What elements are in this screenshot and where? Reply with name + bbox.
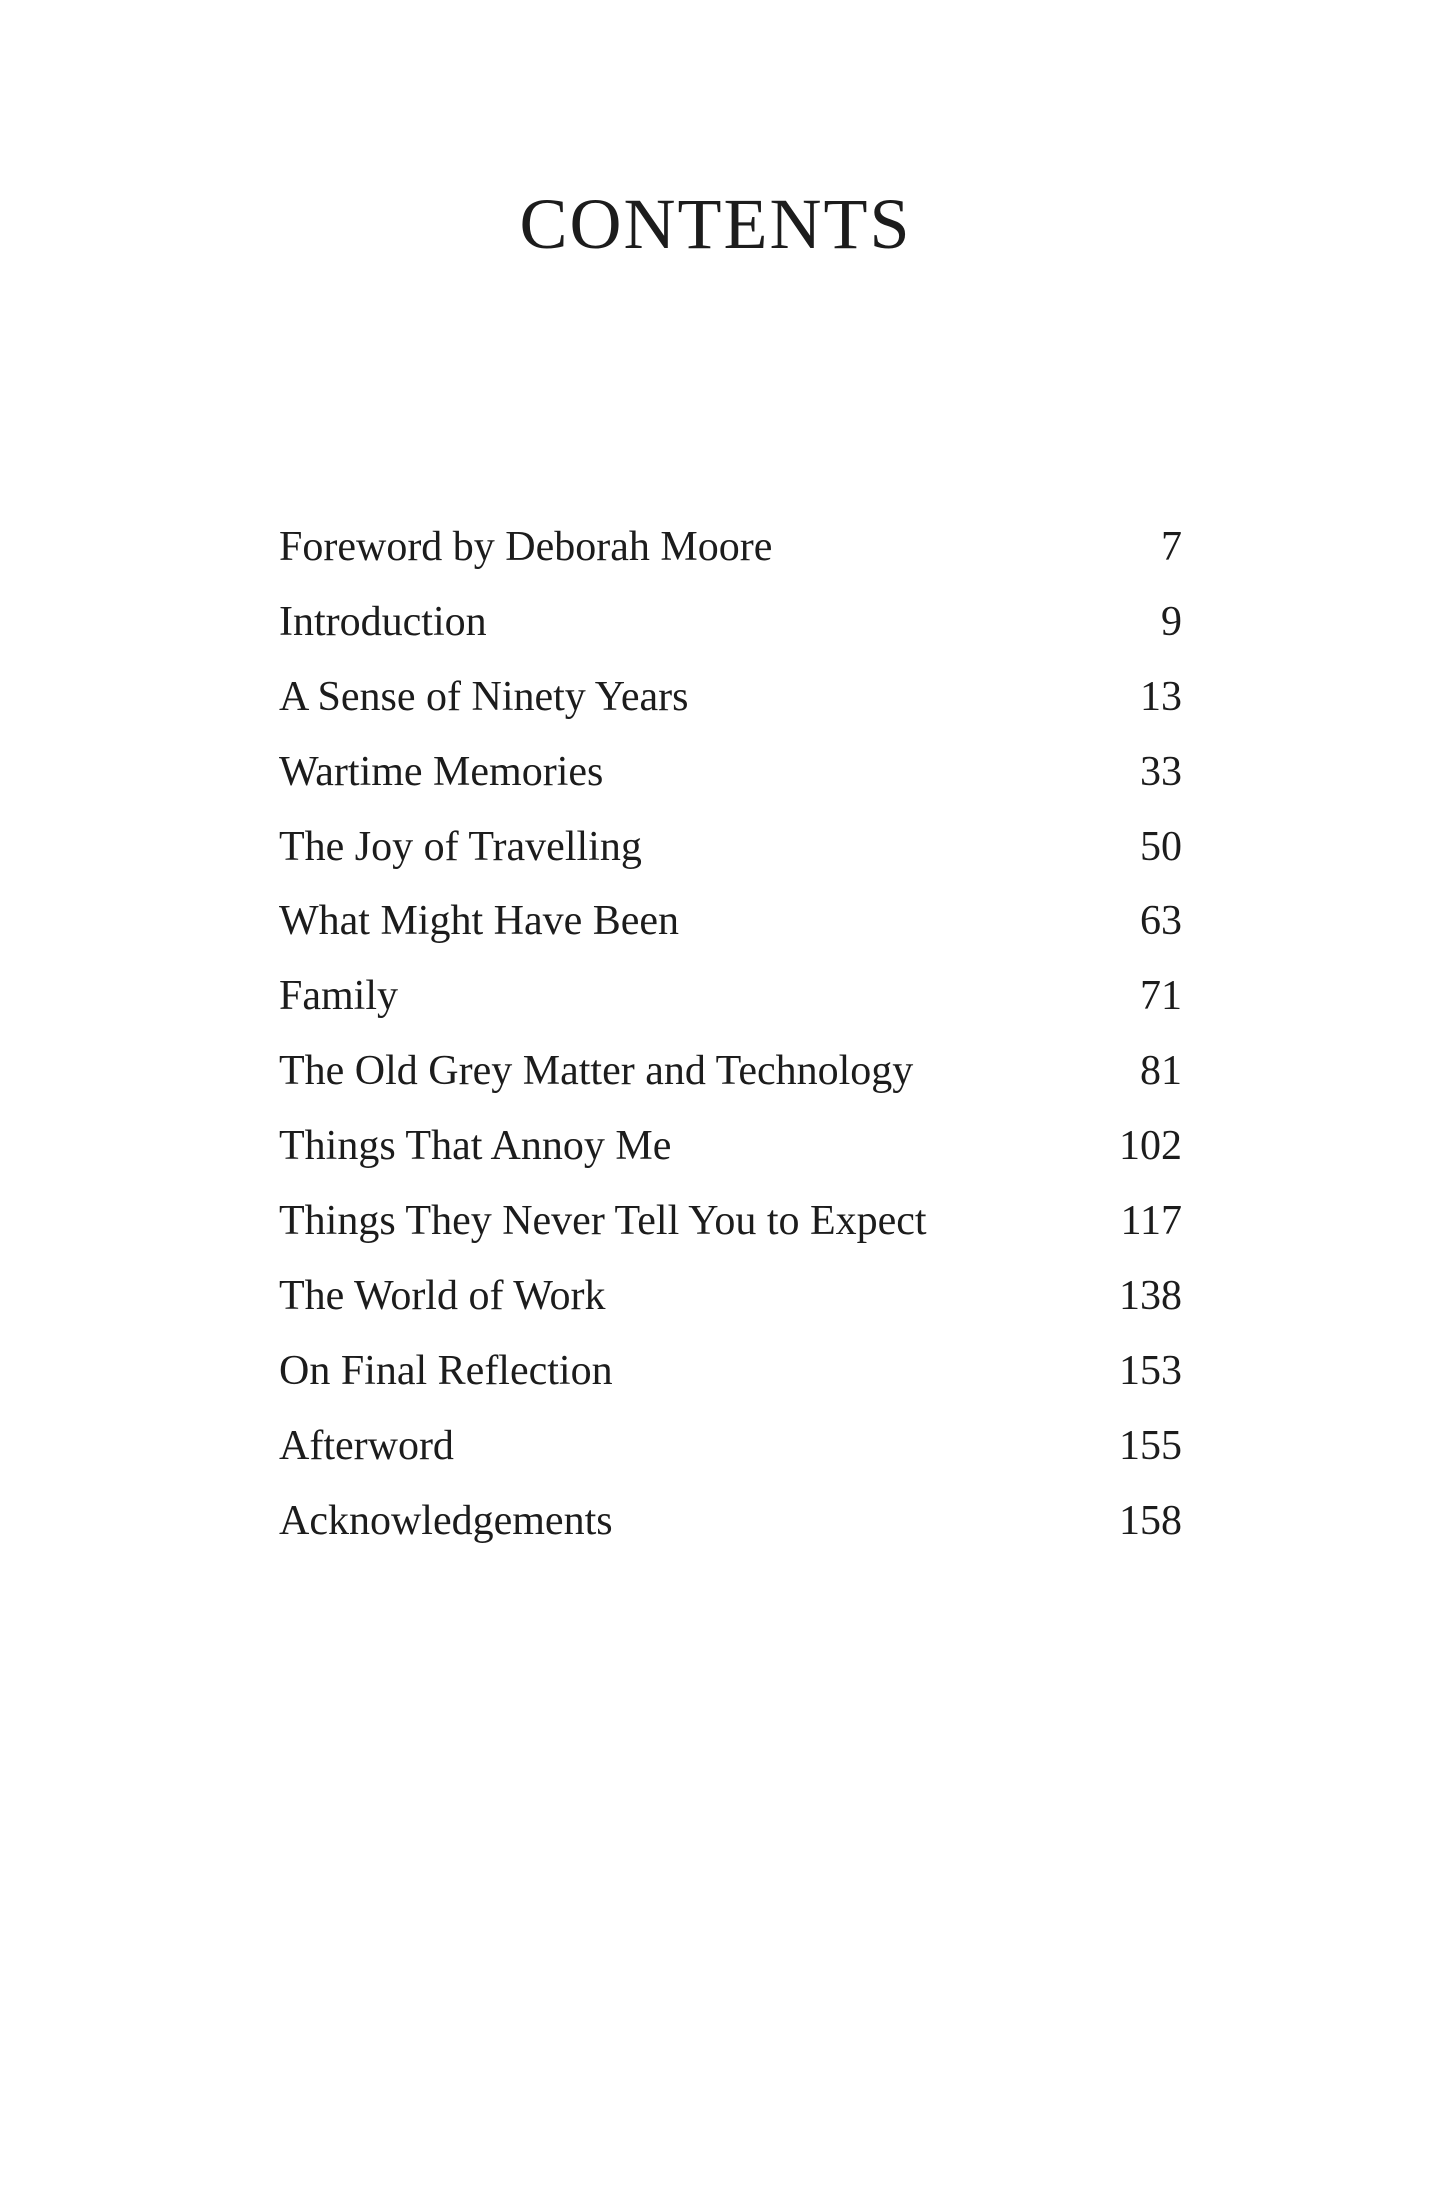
toc-entry <box>279 884 1182 959</box>
toc-entry <box>279 1184 1182 1259</box>
toc-entry-page: 81 <box>1140 1048 1182 1095</box>
toc-entry-page: 158 <box>1119 1497 1182 1544</box>
toc-entry-title: Family <box>279 973 399 1020</box>
toc-entry <box>279 510 1182 585</box>
toc-entry <box>279 959 1182 1034</box>
toc-entry-title: Things They Never Tell You to Expect <box>279 1198 927 1245</box>
page-title: CONTENTS <box>519 184 912 264</box>
toc-entry <box>279 810 1182 885</box>
toc-entry-title: Things That Annoy Me <box>279 1123 672 1170</box>
toc-entry-title: On Final Reflection <box>279 1347 613 1394</box>
toc-entry-page: 153 <box>1119 1347 1182 1394</box>
toc-entry <box>279 660 1182 735</box>
toc-entry-title: The World of Work <box>279 1272 606 1319</box>
table-of-contents <box>279 510 1182 1558</box>
toc-entry-page: 13 <box>1140 673 1182 720</box>
toc-entry-page: 50 <box>1140 823 1182 870</box>
toc-entry-page: 71 <box>1140 973 1182 1020</box>
toc-entry-page: 155 <box>1119 1422 1182 1469</box>
toc-entry-title: Introduction <box>279 598 487 645</box>
toc-entry <box>279 1259 1182 1334</box>
toc-entry <box>279 1034 1182 1109</box>
toc-entry <box>279 585 1182 660</box>
toc-entry-page: 102 <box>1119 1123 1182 1170</box>
toc-entry-title: The Joy of Travelling <box>279 823 642 870</box>
toc-entry-page: 138 <box>1119 1272 1182 1319</box>
toc-entry <box>279 1109 1182 1184</box>
toc-entry-page: 117 <box>1120 1198 1182 1245</box>
toc-entry <box>279 1409 1182 1484</box>
toc-entry-page: 7 <box>1161 524 1182 570</box>
toc-entry-page: 33 <box>1140 748 1182 795</box>
toc-entry <box>279 735 1182 810</box>
toc-entry-title: Afterword <box>279 1422 454 1469</box>
toc-entry-page: 63 <box>1140 898 1182 945</box>
toc-entry <box>279 1334 1182 1409</box>
toc-entry-title: A Sense of Ninety Years <box>279 673 689 720</box>
toc-entry-page: 9 <box>1161 598 1182 645</box>
toc-entry-title: Acknowledgements <box>279 1497 613 1544</box>
toc-entry-title: Foreword by Deborah Moore <box>279 524 773 570</box>
toc-entry-title: What Might Have Been <box>279 898 680 945</box>
toc-entry-title: Wartime Memories <box>279 748 604 795</box>
toc-entry <box>279 1484 1182 1559</box>
toc-entry-title: The Old Grey Matter and Technology <box>279 1048 914 1095</box>
